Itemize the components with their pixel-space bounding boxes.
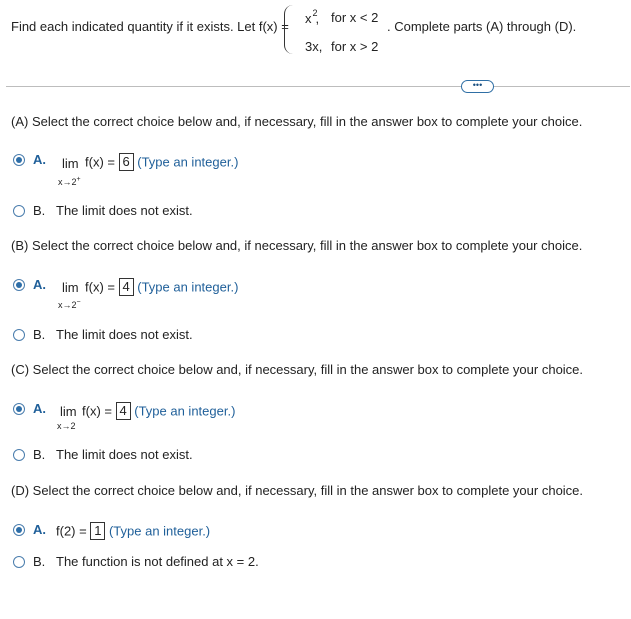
- section-divider: [6, 86, 630, 87]
- part-c-choice-b-letter: B.: [33, 447, 46, 462]
- part-c-func: f(x) =: [82, 403, 112, 419]
- part-b-radio-a[interactable]: [13, 279, 25, 291]
- part-d-hint: (Type an integer.): [108, 523, 211, 539]
- part-b-choice-b-text: The limit does not exist.: [56, 327, 193, 342]
- part-d-answer-box[interactable]: 1: [90, 522, 105, 540]
- part-b-radio-b[interactable]: [13, 329, 25, 341]
- part-c-hint: (Type an integer.): [134, 403, 236, 419]
- part-b-side-mark: −: [76, 299, 81, 306]
- part-b-func: f(x) =: [85, 279, 115, 295]
- part-a-side-mark: +: [76, 176, 81, 183]
- part-c-limit-expression: [82, 403, 235, 421]
- part-a-radio-b[interactable]: [13, 205, 25, 217]
- part-d-choice-b-letter: B.: [33, 554, 46, 569]
- part-a-choice-a-letter: A.: [33, 152, 46, 167]
- part-c-lim: lim: [60, 404, 77, 419]
- part-a-limit-subscript: x→2+: [58, 176, 81, 187]
- more-options-button[interactable]: •••: [461, 80, 494, 93]
- part-d-prompt: (D) Select the correct choice below and, if necessary, fill in the answer box to complete your choice.: [11, 483, 584, 498]
- part-c-limit-subscript: x→2: [57, 421, 76, 431]
- part-a-limit-expression: [85, 154, 238, 172]
- piece2-condition: for x > 2: [331, 39, 379, 54]
- part-c-choice-b-text: The limit does not exist.: [56, 447, 193, 462]
- part-c-radio-a[interactable]: [13, 403, 25, 415]
- part-d-choice-a-letter: A.: [33, 522, 46, 537]
- part-a-choice-b-text: The limit does not exist.: [56, 203, 193, 218]
- part-b-limit-expression: [85, 279, 238, 297]
- part-a-choice-b-letter: B.: [33, 203, 46, 218]
- part-a-lim: lim: [62, 156, 79, 171]
- part-a-prompt: (A) Select the correct choice below and, if necessary, fill in the answer box to complete your choice.: [11, 114, 583, 129]
- part-d-func: f(2) =: [56, 523, 87, 539]
- piece1-comma: ,: [315, 11, 320, 26]
- part-b-lim: lim: [62, 280, 79, 295]
- part-a-radio-a[interactable]: [13, 154, 25, 166]
- part-a-func: f(x) =: [85, 154, 115, 170]
- part-b-answer-box[interactable]: 4: [119, 278, 134, 296]
- part-b-hint: (Type an integer.): [137, 279, 239, 295]
- part-d-radio-a[interactable]: [13, 524, 25, 536]
- part-c-prompt: (C) Select the correct choice below and, if necessary, fill in the answer box to complete your choice.: [11, 362, 584, 377]
- part-b-choice-a-letter: A.: [33, 277, 46, 292]
- problem-instruction: . Complete parts (A) through (D).: [387, 19, 577, 34]
- part-d-function-value: [56, 523, 210, 541]
- piecewise-brace: [284, 5, 295, 54]
- part-b-limit-subscript: x→2−: [58, 299, 81, 310]
- piece2-expression: 3x,: [305, 39, 323, 54]
- piece1-condition: for x < 2: [331, 10, 379, 25]
- part-c-radio-b[interactable]: [13, 449, 25, 461]
- part-b-choice-b-letter: B.: [33, 327, 46, 342]
- part-c-choice-a-letter: A.: [33, 401, 46, 416]
- part-d-radio-b[interactable]: [13, 556, 25, 568]
- part-c-answer-box[interactable]: 4: [116, 402, 131, 420]
- part-b-prompt: (B) Select the correct choice below and, if necessary, fill in the answer box to complete your choice.: [11, 238, 583, 253]
- part-d-choice-b-text: The function is not defined at x = 2.: [56, 554, 259, 569]
- part-a-answer-box[interactable]: 6: [119, 153, 134, 171]
- problem-intro: Find each indicated quantity if it exists. Let f(x) =: [11, 19, 289, 34]
- piece1-exponent: 2: [312, 8, 318, 18]
- part-a-hint: (Type an integer.): [137, 154, 239, 170]
- piece1-expression: $x^2$,: [305, 8, 320, 26]
